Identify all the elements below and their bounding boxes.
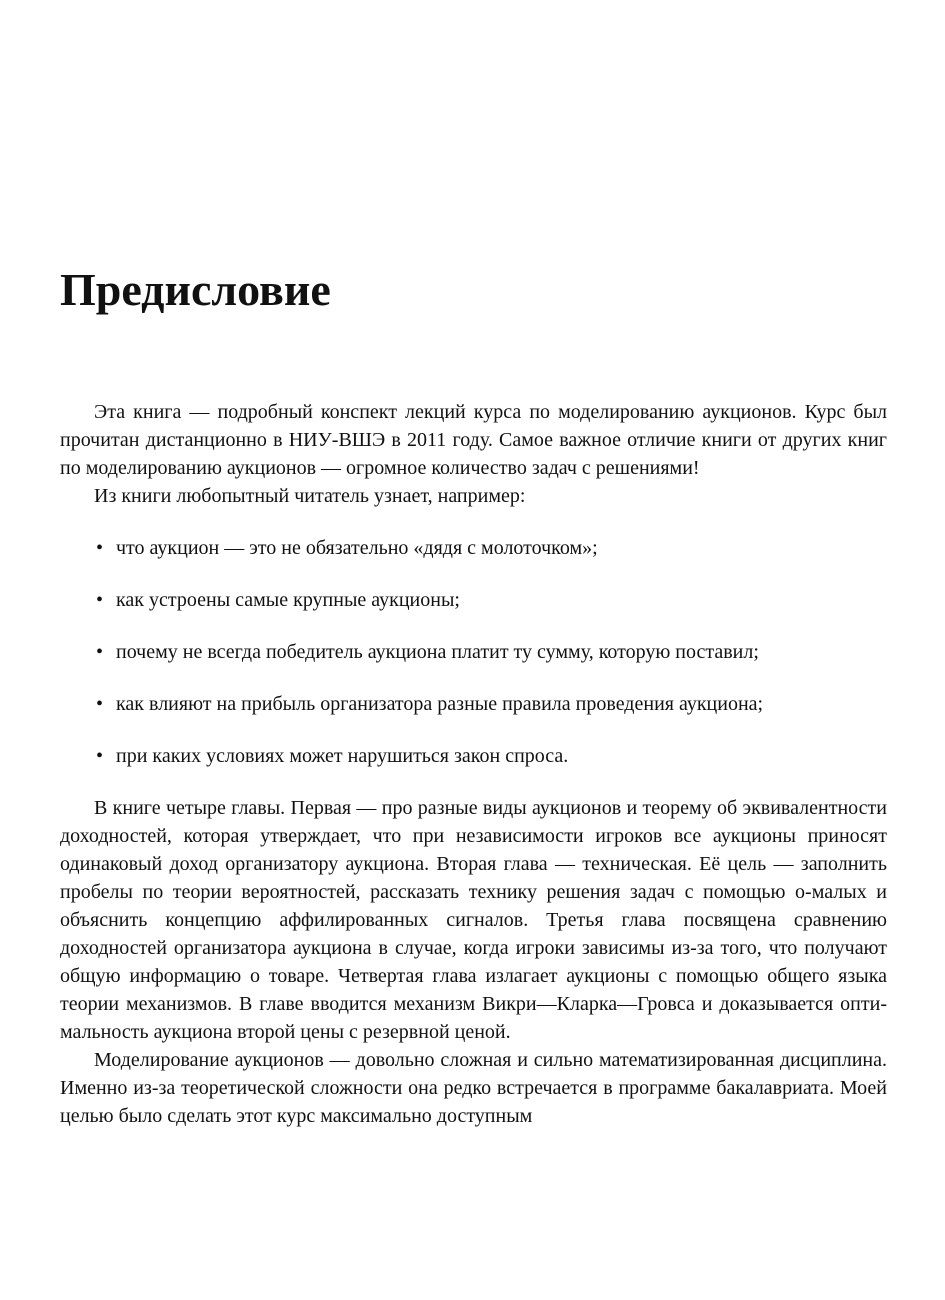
bullet-text: почему не всегда победитель аукциона платит ту сумму, которую поставил;: [116, 641, 759, 663]
bullet-item: [60, 690, 887, 718]
bullet-text: при каких условиях может нарушиться закон спроса.: [116, 745, 569, 767]
chapter-body: [60, 398, 887, 1130]
paragraph-intro: Эта книга — подробный конспект лекций курса по моделированию аукционов. Курс был прочитан дистанционно в НИУ-ВШЭ в 2011 году. Самое важное отличие книги от других книг по моделированию аукционов — огромное количество задач с решениями!: [60, 401, 887, 479]
bullet-item: [60, 638, 887, 666]
bullet-marker: •: [96, 589, 104, 611]
chapter-title: Предисловие: [60, 264, 331, 315]
paragraph-lead-in: Из книги любопытный читатель узнает, например:: [94, 485, 526, 507]
bullet-list: [60, 534, 887, 770]
bullet-text: что аукцион — это не обязательно «дядя с молоточком»;: [116, 537, 598, 559]
bullet-marker: •: [96, 693, 104, 715]
paragraph-chapters-overview: В книге четыре главы. Первая — про разные виды аукционов и теорему об эквивалентности доходностей, которая утверждает, что при независимости игроков все аукционы приносят одинаковый доход организатору аукциона. Вторая глава — техническая. Её цель — заполнить пробелы по теории вероятностей, рассказать технику решения задач с помощью о-малых и объяснить концепцию аффилированных сигналов. Третья глава посвящена сравнению доходностей организатора аукциона в случае, когда игроки зависимы из-за того, что получают общую информацию о товаре. Четвертая глава излагает аукционы с помощью общего языка теории механизмов. В главе вводится механизм Викри—Кларка—Гровса и доказывается оптимальность аукциона второй цены с резервной ценой.: [60, 797, 887, 1043]
bullet-marker: •: [96, 537, 104, 559]
paragraph-course-goal: Моделирование аукционов — довольно сложная и сильно математизированная дисциплина. Именно из-за теоретической сложности она редко встречается в программе бакалавриата. Моей целью было сделать этот курс максимально доступным: [60, 1049, 887, 1127]
bullet-text: как устроены самые крупные аукционы;: [116, 589, 460, 611]
bullet-marker: •: [96, 641, 104, 663]
bullet-text: как влияют на прибыль организатора разные правила проведения аукциона;: [116, 693, 764, 715]
bullet-marker: •: [96, 745, 104, 767]
bullet-item: [60, 534, 887, 562]
bullet-item: [60, 586, 887, 614]
bullet-item: [60, 742, 887, 770]
